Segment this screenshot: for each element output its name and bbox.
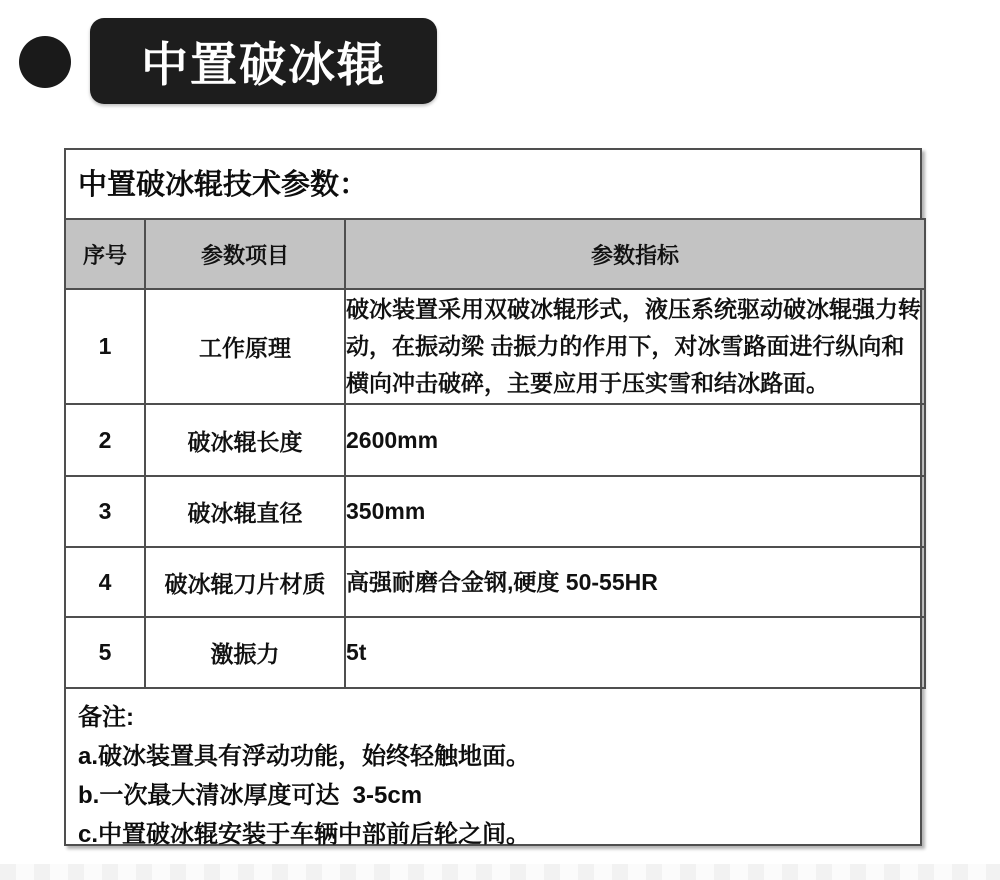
row-value: 高强耐磨合金钢,硬度 50-55HR (345, 547, 925, 617)
row-item: 破冰辊刀片材质 (145, 547, 345, 617)
row-no: 2 (65, 404, 145, 476)
row-value: 破冰装置采用双破冰辊形式，液压系统驱动破冰辊强力转动，在振动梁 击振力的作用下，对冰雪路面进行纵向和横向冲击破碎，主要应用于压实雪和结冰路面。 (345, 289, 925, 404)
note-item-b: b.一次最大清冰厚度可达 3-5cm (78, 782, 423, 809)
row-no: 3 (65, 476, 145, 547)
row-no: 4 (65, 547, 145, 617)
row-no: 1 (65, 289, 145, 404)
note-item-a: a.破冰装置具有浮动功能，始终轻触地面。 (78, 743, 531, 770)
panel-title: 中置破冰辊技术参数： (78, 169, 369, 201)
header-item: 参数项目 (145, 219, 345, 289)
table-row (65, 404, 925, 476)
row-item: 破冰辊直径 (145, 476, 345, 547)
row-item: 激振力 (145, 617, 345, 688)
row-no: 5 (65, 617, 145, 688)
table-header-row (65, 219, 925, 289)
notes-block (78, 698, 908, 854)
header-no: 序号 (65, 219, 145, 289)
row-item: 破冰辊长度 (145, 404, 345, 476)
header-value: 参数指标 (345, 219, 925, 289)
row-value: 2600mm (345, 404, 925, 476)
table-row (65, 547, 925, 617)
note-item-c: c.中置破冰辊安装于车辆中部前后轮之间。 (78, 821, 531, 848)
bullet-dot-icon (19, 36, 71, 88)
table-row (65, 476, 925, 547)
notes-label: 备注: (78, 704, 134, 731)
row-item: 工作原理 (145, 289, 345, 404)
badge-title: 中置破冰辊 (141, 37, 386, 91)
section-badge (90, 18, 437, 104)
spec-table (64, 218, 926, 689)
row-value: 5t (345, 617, 925, 688)
spec-panel (64, 148, 922, 846)
table-row (65, 289, 925, 404)
table-row (65, 617, 925, 688)
row-value: 350mm (345, 476, 925, 547)
cutoff-image-strip (0, 864, 1000, 880)
